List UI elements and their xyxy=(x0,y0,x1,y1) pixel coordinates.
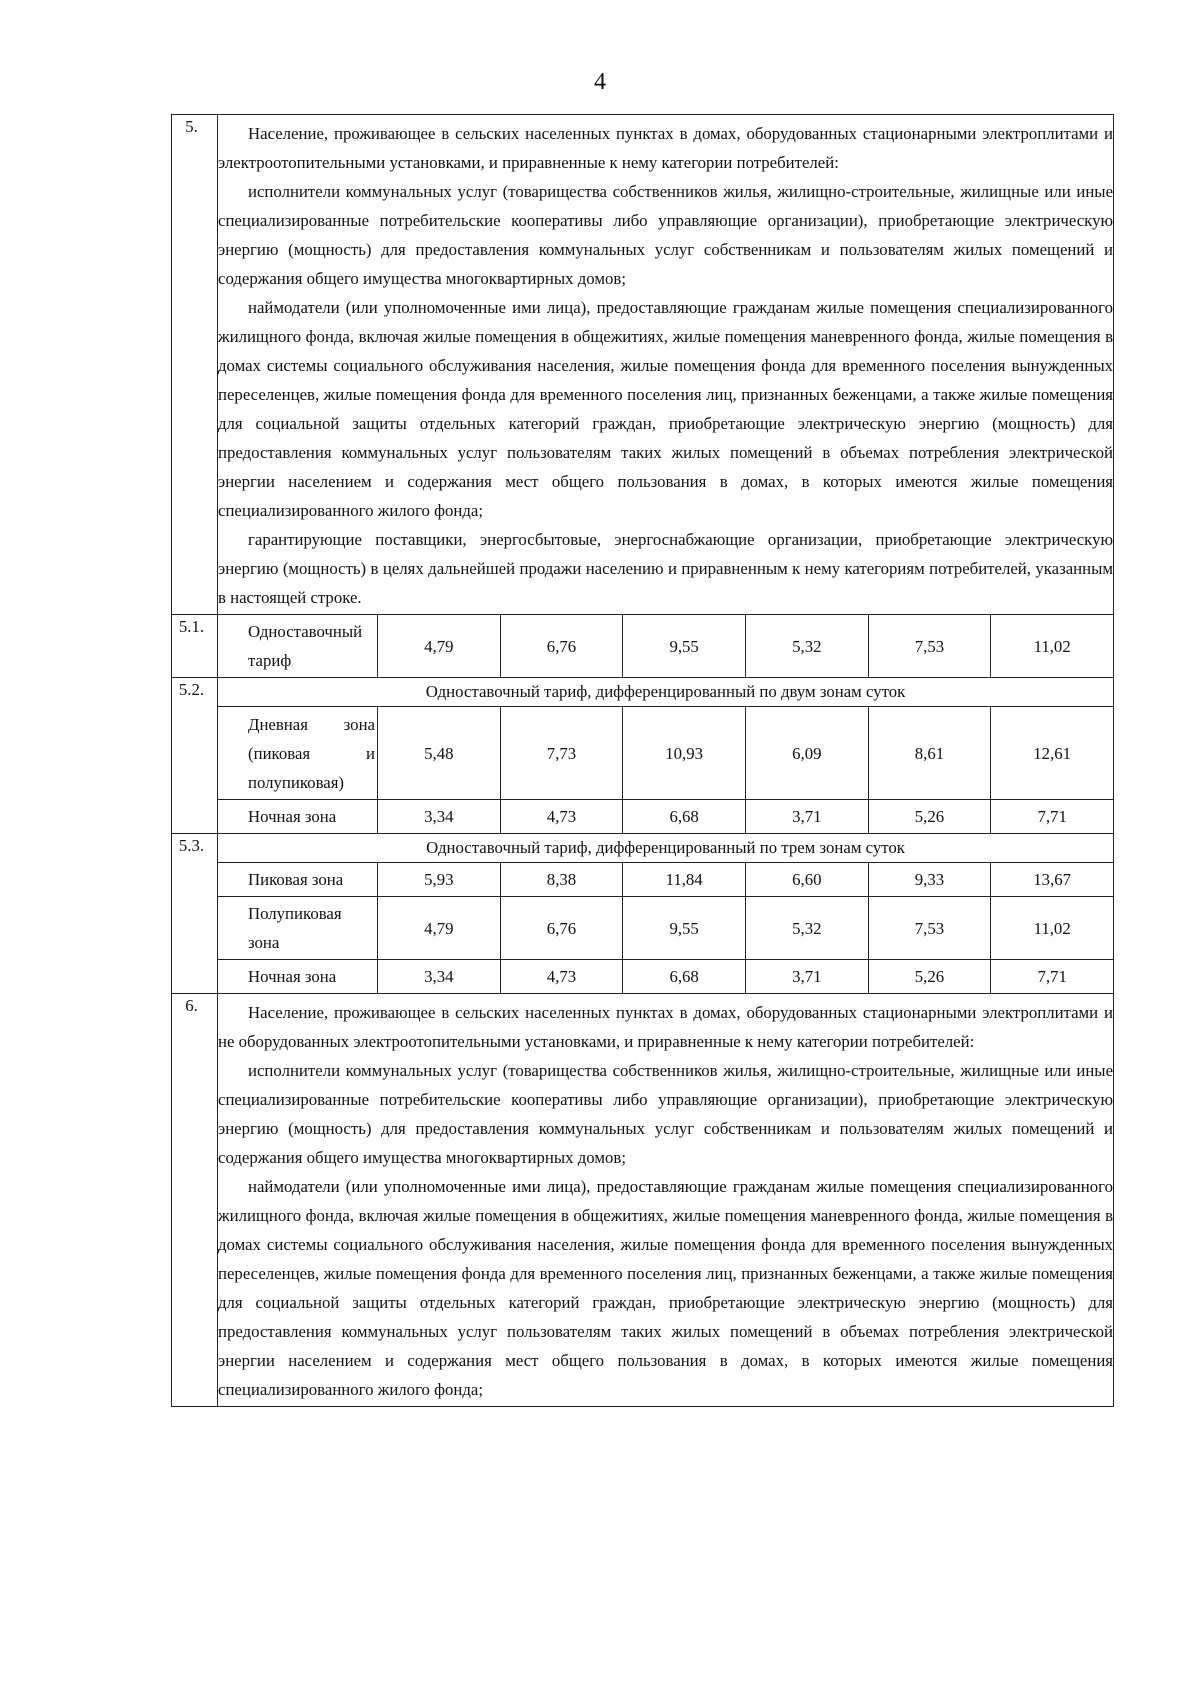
tariff-row xyxy=(172,897,1114,960)
tariff-value: 4,73 xyxy=(500,960,623,994)
tariff-value: 7,53 xyxy=(868,897,991,960)
description-paragraph: гарантирующие поставщики, энергосбытовые, энергоснабжающие организации, приобретающие электрическую энергию (мощность) в целях дальнейшей продажи населению и приравненным к нему категориям потребителей, указанным в настоящей строке. xyxy=(218,530,1114,607)
page-number: 4 xyxy=(594,69,606,95)
subsection-heading-row xyxy=(172,678,1114,707)
description-paragraph: Население, проживающее в сельских населенных пунктах в домах, оборудованных стационарными электроплитами и электроотопительными установками, и приравненные к нему категории потребителей: xyxy=(218,124,1114,172)
tariff-label: Ночная зона xyxy=(218,800,378,834)
tariff-value: 4,73 xyxy=(500,800,623,834)
subsection-heading-row xyxy=(172,834,1114,863)
tariff-label: Полупиковая зона xyxy=(218,897,378,960)
description-paragraph: наймодатели (или уполномоченные ими лица), предоставляющие гражданам жилые помещения специализированного жилищного фонда, включая жилые помещения в общежитиях, жилые помещения маневренного фонда, жилые помещения в домах системы социального обслуживания населения, жилые помещения фонда для временного поселения вынужденных переселенцев, жилые помещения фонда для временного поселения лиц, признанных беженцами, а также жилые помещения для социальной защиты отдельных категорий граждан, приобретающие электрическую энергию (мощность) для предоставления коммунальных услуг пользователям таких жилых помещений в объемах потребления электрической энергии населением и содержания мест общего пользования в домах, в которых имеются жилые помещения специализированного жилого фонда; xyxy=(218,1177,1114,1399)
tariff-value: 5,26 xyxy=(868,800,991,834)
tariff-value: 6,68 xyxy=(623,800,746,834)
tariff-row xyxy=(172,800,1114,834)
tariff-value: 3,34 xyxy=(378,800,501,834)
tariff-value: 4,79 xyxy=(378,897,501,960)
row-number: 6. xyxy=(172,994,218,1407)
tariff-value: 8,61 xyxy=(868,707,991,800)
subsection-heading: Одноставочный тариф, дифференцированный по трем зонам суток xyxy=(218,834,1114,863)
tariff-value: 12,61 xyxy=(991,707,1114,800)
tariff-value: 10,93 xyxy=(623,707,746,800)
row-number: 5.2. xyxy=(172,678,218,834)
tariff-value: 5,26 xyxy=(868,960,991,994)
tariff-value: 8,38 xyxy=(500,863,623,897)
tariff-label: Одноставочный тариф xyxy=(218,615,378,678)
tariff-label: Дневная зона (пиковая и полупиковая) xyxy=(218,707,378,800)
tariff-value: 11,02 xyxy=(991,897,1114,960)
tariff-value: 5,32 xyxy=(745,615,868,678)
tariff-value: 13,67 xyxy=(991,863,1114,897)
tariff-value: 5,48 xyxy=(378,707,501,800)
tariff-value: 9,55 xyxy=(623,615,746,678)
tariff-value: 7,71 xyxy=(991,960,1114,994)
tariff-value: 5,93 xyxy=(378,863,501,897)
tariff-label: Пиковая зона xyxy=(218,863,378,897)
tariff-value: 11,02 xyxy=(991,615,1114,678)
tariff-value: 3,34 xyxy=(378,960,501,994)
tariff-value: 3,71 xyxy=(745,800,868,834)
description-paragraph: наймодатели (или уполномоченные ими лица), предоставляющие гражданам жилые помещения специализированного жилищного фонда, включая жилые помещения в общежитиях, жилые помещения маневренного фонда, жилые помещения в домах системы социального обслуживания населения, жилые помещения фонда для временного поселения вынужденных переселенцев, жилые помещения фонда для временного поселения лиц, признанных беженцами, а также жилые помещения для социальной защиты отдельных категорий граждан, приобретающие электрическую энергию (мощность) для предоставления коммунальных услуг пользователям таких жилых помещений в объемах потребления электрической энергии населением и содержания мест общего пользования в домах, в которых имеются жилые помещения специализированного жилого фонда; xyxy=(218,298,1114,520)
tariff-value: 6,76 xyxy=(500,897,623,960)
tariff-value: 3,71 xyxy=(745,960,868,994)
section-description xyxy=(218,994,1114,1407)
tariff-value: 6,60 xyxy=(745,863,868,897)
tariff-value: 7,53 xyxy=(868,615,991,678)
description-paragraph: Население, проживающее в сельских населенных пунктах в домах, оборудованных стационарными электроплитами и не оборудованных электроотопительными установками, и приравненные к нему категории потребителей: xyxy=(218,1003,1114,1051)
row-number: 5.1. xyxy=(172,615,218,678)
section-5-row xyxy=(172,115,1114,615)
tariff-value: 7,73 xyxy=(500,707,623,800)
tariff-label: Ночная зона xyxy=(218,960,378,994)
description-paragraph: исполнители коммунальных услуг (товарищества собственников жилья, жилищно-строительные, жилищные или иные специализированные потребительские кооперативы либо управляющие организации), приобретающие электрическую энергию (мощность) для предоставления коммунальных услуг собственникам и пользователям жилых помещений и содержания общего имущества многоквартирных домов; xyxy=(218,182,1114,288)
section-6-row xyxy=(172,994,1114,1407)
tariff-table xyxy=(171,114,1114,1407)
tariff-row xyxy=(172,615,1114,678)
tariff-value: 4,79 xyxy=(378,615,501,678)
tariff-value: 6,76 xyxy=(500,615,623,678)
tariff-row xyxy=(172,863,1114,897)
section-description xyxy=(218,115,1114,615)
tariff-value: 6,09 xyxy=(745,707,868,800)
tariff-value: 7,71 xyxy=(991,800,1114,834)
row-number: 5.3. xyxy=(172,834,218,994)
tariff-row xyxy=(172,707,1114,800)
tariff-value: 5,32 xyxy=(745,897,868,960)
subsection-heading: Одноставочный тариф, дифференцированный по двум зонам суток xyxy=(218,678,1114,707)
tariff-value: 11,84 xyxy=(623,863,746,897)
tariff-value: 9,55 xyxy=(623,897,746,960)
tariff-value: 9,33 xyxy=(868,863,991,897)
tariff-row xyxy=(172,960,1114,994)
row-number: 5. xyxy=(172,115,218,615)
description-paragraph: исполнители коммунальных услуг (товарищества собственников жилья, жилищно-строительные, жилищные или иные специализированные потребительские кооперативы либо управляющие организации), приобретающие электрическую энергию (мощность) для предоставления коммунальных услуг собственникам и пользователям жилых помещений и содержания общего имущества многоквартирных домов; xyxy=(218,1061,1114,1167)
tariff-value: 6,68 xyxy=(623,960,746,994)
